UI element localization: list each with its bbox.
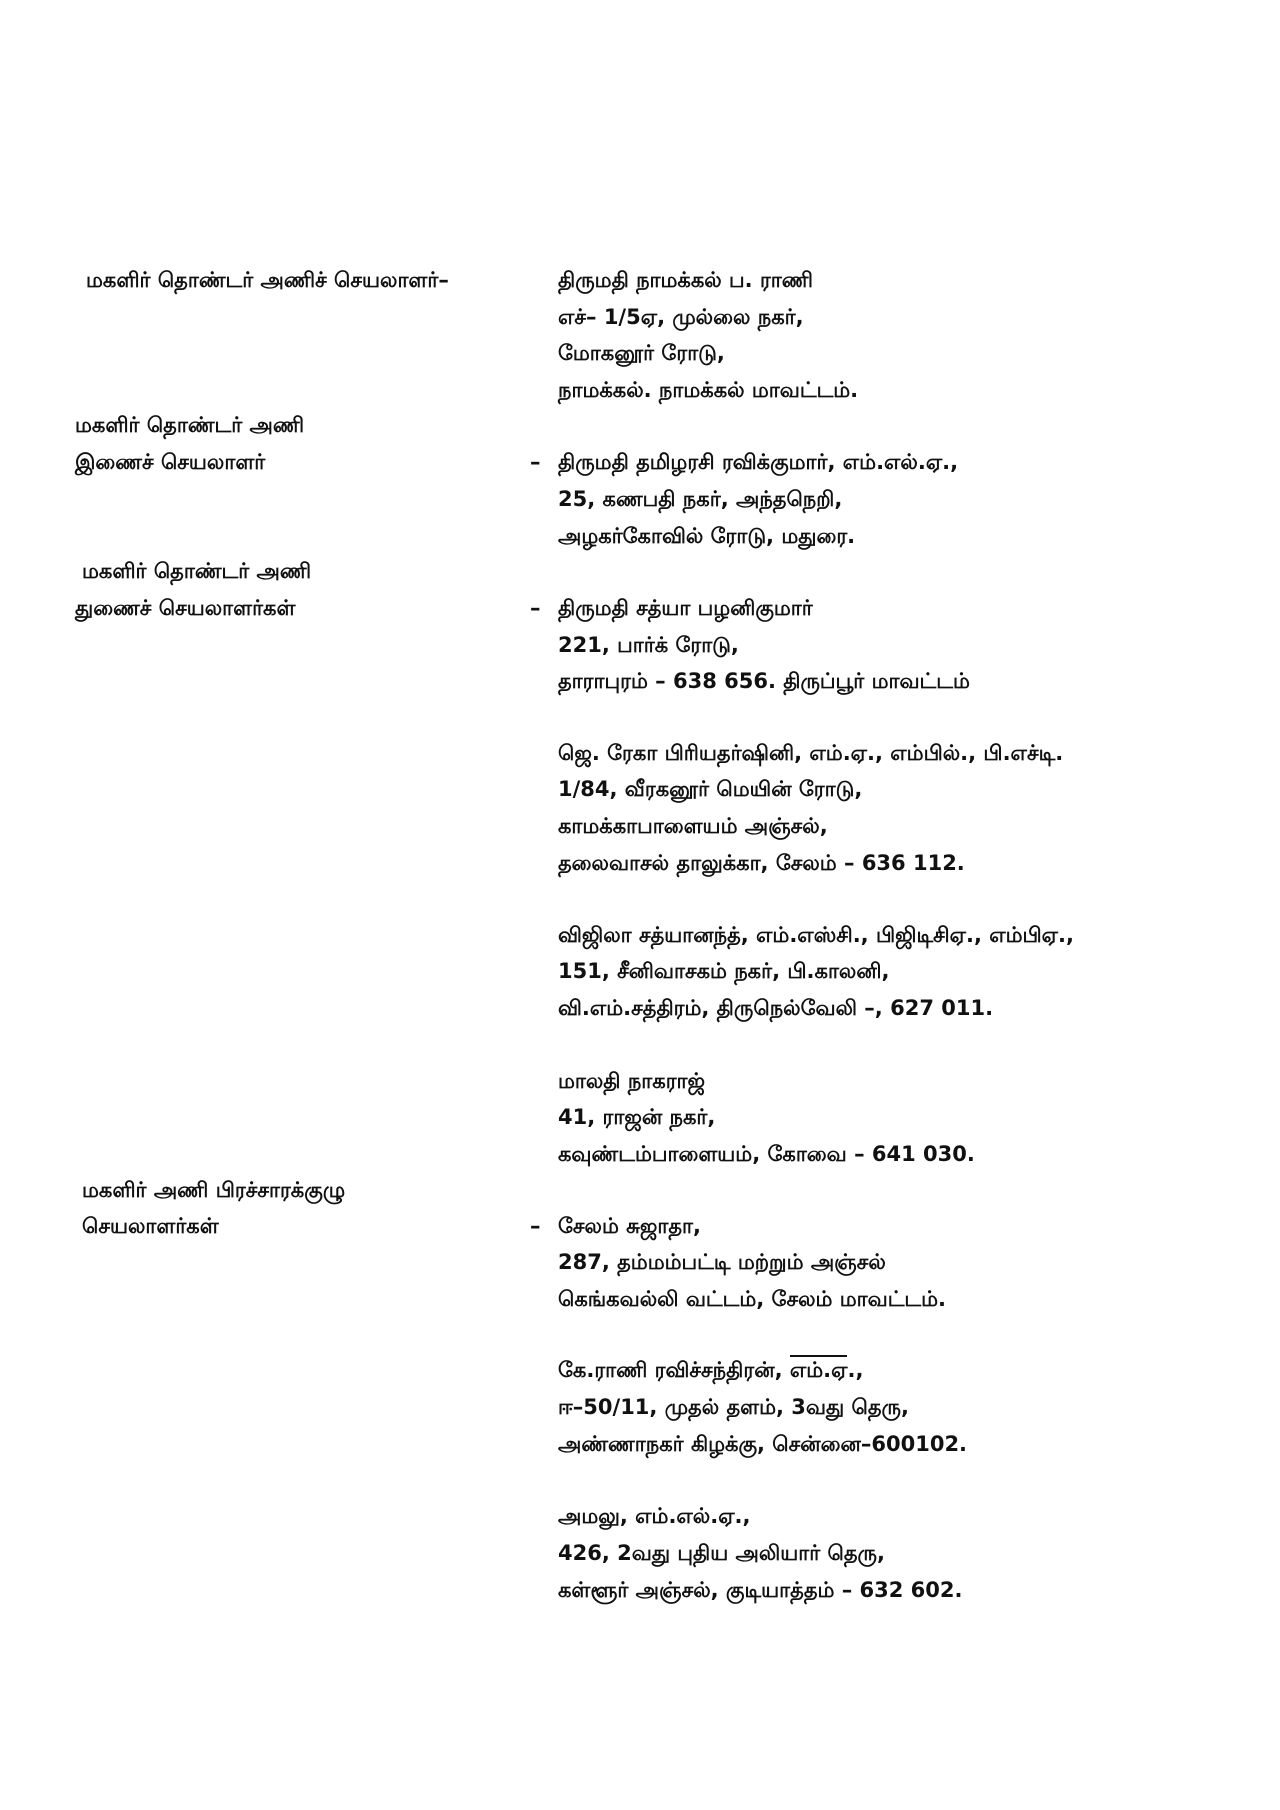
address-line: கவுண்டம்பாளையம், கோவை – 641 030. [558, 1142, 975, 1166]
address-line: திருமதி நாமக்கல் ப. ராணி [558, 268, 814, 292]
address-line: 151, சீனிவாசகம் நகர், பி.காலனி, [558, 959, 890, 983]
address-line: அண்ணாநகர் கிழக்கு, சென்னை–600102. [558, 1432, 968, 1456]
address-line: 287, தம்மம்பட்டி மற்றும் அஞ்சல் [558, 1250, 886, 1274]
address-line: மோகனூர் ரோடு, [558, 341, 725, 365]
address-line: காமக்காபாளையம் அஞ்சல், [558, 814, 828, 838]
role-title: மகளிர் தொண்டர் அணி [82, 559, 312, 583]
address-line: விஜிலா சத்யானந்த், எம்.எஸ்சி., பிஜிடிசிஏ., எம்பிஏ., [558, 923, 1074, 947]
address-line: திருமதி தமிழரசி ரவிக்குமார், எம்.எல்.ஏ., [558, 450, 959, 474]
address-line: அழகர்கோவில் ரோடு, மதுரை. [558, 524, 856, 548]
address-line: 1/84, வீரகனூர் மெயின் ரோடு, [558, 777, 863, 801]
address-line: ஈ–50/11, முதல் தளம், 3வது தெரு, [558, 1395, 909, 1419]
degree-suffix: ., [847, 1358, 864, 1382]
address-line: 426, 2வது புதிய அலியார் தெரு, [558, 1541, 885, 1565]
address-line [558, 1360, 863, 1381]
address-line: திருமதி சத்யா பழனிகுமார் [558, 596, 813, 620]
address-line: கெங்கவல்லி வட்டம், சேலம் மாவட்டம். [558, 1287, 946, 1311]
address-line: சேலம் சுஜாதா, [558, 1214, 701, 1238]
dash-separator: – [530, 450, 541, 474]
address-line: அமலு, எம்.எல்.ஏ., [558, 1504, 751, 1528]
address-line: மாலதி நாகராஜ் [558, 1069, 706, 1093]
address-line: தலைவாசல் தாலுக்கா, சேலம் – 636 112. [558, 851, 965, 875]
address-line: நாமக்கல். நாமக்கல் மாவட்டம். [558, 378, 859, 402]
address-line: ஜெ. ரேகா பிரியதர்ஷினி, எம்.ஏ., எம்பில்., பி.எச்டி. [558, 741, 1064, 765]
address-line: 221, பார்க் ரோடு, [558, 633, 739, 657]
role-title: மகளிர் தொண்டர் அணிச் செயலாளர்– [86, 268, 449, 292]
address-line: வி.எம்.சத்திரம், திருநெல்வேலி –, 627 011. [558, 996, 994, 1020]
dash-separator: – [530, 1214, 541, 1238]
dash-separator: – [530, 596, 541, 620]
overlined-degree: எம்.ஏ [790, 1355, 848, 1382]
role-title: செயலாளர்கள் [82, 1214, 219, 1238]
address-line: 41, ராஜன் நகர், [558, 1105, 716, 1129]
address-line: கள்ளூர் அஞ்சல், குடியாத்தம் – 632 602. [558, 1578, 963, 1602]
address-line: தாராபுரம் – 638 656. திருப்பூர் மாவட்டம் [558, 669, 970, 693]
role-title: மகளிர் அணி பிரச்சாரக்குழு [82, 1178, 346, 1202]
address-line: எச்– 1/5ஏ, முல்லை நகர், [558, 305, 804, 329]
address-line: 25, கணபதி நகர், அந்தநெறி, [558, 487, 843, 511]
role-title: மகளிர் தொண்டர் அணி [75, 413, 305, 437]
member-name: கே.ராணி ரவிச்சந்திரன், [558, 1358, 790, 1382]
role-title: துணைச் செயலாளர்கள் [75, 596, 296, 620]
role-title: இணைச் செயலாளர் [75, 450, 266, 474]
